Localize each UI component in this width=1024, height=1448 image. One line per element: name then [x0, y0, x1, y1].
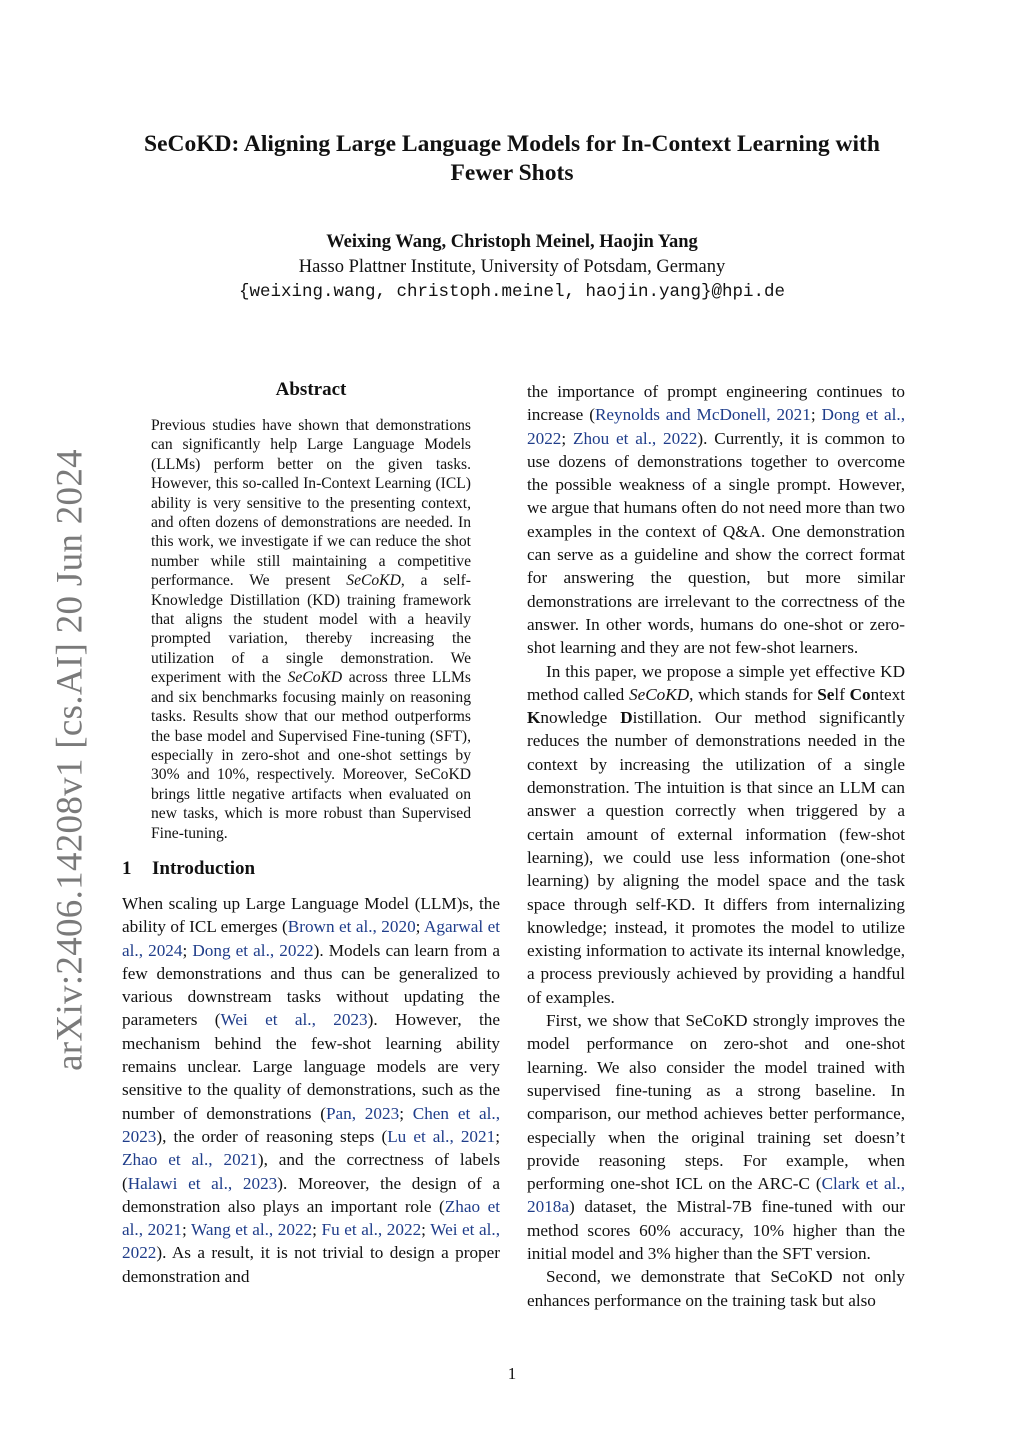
author-names: Weixing Wang, Christoph Meinel, Haojin Yang [326, 232, 698, 252]
text-run: In this paper, we propose a simple yet effective KD method called [527, 661, 905, 704]
text-run: ). As a result, it is not trivial to design a proper demonstration and [122, 1243, 500, 1286]
citation-link[interactable]: Zhou et al., 2022 [572, 428, 698, 448]
abstract-method-name-2: SeCoKD [287, 669, 343, 687]
text-run: ). Moreover, the design of a demonstration also plays an important role ( [122, 1173, 500, 1216]
text-run: ; [561, 428, 573, 448]
citation-link[interactable]: Lu et al., 2021 [387, 1126, 496, 1146]
citation-link[interactable]: Dong et al., 2022 [527, 405, 905, 448]
right-column [527, 380, 905, 1312]
text-run: nowledge [540, 708, 621, 728]
text-run: ; [421, 1220, 431, 1240]
intro-paragraph-1 [122, 892, 500, 1288]
acronym-letter: D [620, 708, 633, 728]
text-run: When scaling up Large Language Model (LLM)s, the ability of ICL emerges ( [122, 893, 500, 937]
section-number: 1 [122, 857, 132, 879]
intro-paragraph-3 [527, 1009, 905, 1265]
intro-left-text [122, 892, 500, 1288]
acronym-letter: K [527, 708, 541, 728]
citation-link[interactable]: Zhao et al., 2021 [122, 1150, 258, 1170]
author-affiliation: Hasso Plattner Institute, University of Potsdam, Germany [298, 257, 726, 277]
citation-link[interactable]: Wei et al., 2023 [220, 1010, 368, 1030]
text-run: ). Currently, it is common to use dozens of demonstrations together to overcome the possible weakness of a single prompt. However, we argue that humans often do not need more than two examples in the context of Q&A. One demonstration can serve as a guideline and show the correct format for answering the question, but more similar demonstrations are irrelevant to the correctness of the answer. In other words, humans do one-shot or zero-shot learning and they are not few-shot learners. [527, 428, 905, 658]
section-title-text: Introduction [152, 857, 256, 879]
citation-link[interactable]: Zhao et al., 2021 [122, 1196, 500, 1240]
citation-link[interactable]: Clark et al., 2018a [527, 1174, 906, 1217]
text-run: ; [399, 1103, 413, 1123]
text-run: ; [810, 405, 822, 425]
citation-link[interactable]: Chen et al., 2023 [122, 1103, 501, 1146]
text-run: the importance of prompt engineering continues to increase ( [527, 382, 905, 425]
section-heading-introduction [122, 857, 500, 881]
text-run: ; [182, 940, 193, 960]
intro-paragraph-1-continued [527, 380, 905, 660]
text-run: First, we show that SeCoKD strongly improves the model performance on zero-shot and one-shot learning. We also consider the model trained with supervised fine-tuning as a strong baseline. In comparison, our method achieves better performance, especially when the original training set doesn’t provide reasoning steps. For example, when performing one-shot ICL on the ARC-C ( [527, 1011, 905, 1194]
text-run: lf [834, 684, 850, 704]
text-run: Second, we demonstrate that SeCoKD not only enhances performance on the training task but also [527, 1267, 905, 1310]
citation-link[interactable]: Dong et al., 2022 [192, 940, 314, 960]
text-run: istillation. Our method significantly reduces the number of demonstrations needed in the context by increasing the utilization of a single demonstration. The intuition is that since an LLM can answer a question correctly when triggered by a certain amount of external information (few-shot learning), we could use less information (one-shot learning) by aligning the model space and the task space through self-KD. It differs from internalizing knowledge; instead, it promotes the model to utilize existing information to activate its internal knowledge, a process previously achieved by providing a handful of examples. [527, 708, 905, 1007]
citation-link[interactable]: Halawi et al., 2023 [127, 1173, 278, 1193]
author-email: {weixing.wang, christoph.meinel, haojin.yang}@hpi.de [238, 282, 786, 302]
abstract-heading: Abstract [275, 379, 347, 400]
intro-paragraph-4 [527, 1265, 905, 1312]
paper-title: SeCoKD: Aligning Large Language Models for In-Context Learning with Fewer Shots [144, 131, 880, 186]
arxiv-identifier-text: arXiv:2406.14208v1 [cs.AI] 20 Jun 2024 [49, 449, 91, 1071]
left-column [122, 378, 500, 1288]
author-block [112, 230, 912, 305]
method-name: SeCoKD [628, 684, 690, 704]
citation-link[interactable]: Fu et al., 2022 [321, 1220, 422, 1240]
acronym-letter: Co [849, 684, 871, 704]
text-run: ). However, the mechanism behind the few-shot learning ability remains unclear. Large language models are very sensitive to the quality of demonstrations, such as the number of demonstrations ( [122, 1010, 500, 1123]
acronym-letter: Se [817, 684, 835, 704]
citation-link[interactable]: Brown et al., 2020 [287, 917, 416, 937]
citation-link[interactable]: Pan, 2023 [325, 1103, 400, 1123]
text-run: ; [312, 1220, 322, 1240]
citation-link[interactable]: Wei et al., 2022 [122, 1220, 501, 1263]
abstract-method-name-1: SeCoKD [346, 572, 401, 590]
citation-link[interactable]: Reynolds and McDonell, 2021 [594, 405, 811, 425]
text-run: ) dataset, the Mistral-7B fine-tuned with our method scores 60% accuracy, 10% higher than the initial model and 3% higher than the SFT version. [527, 1197, 905, 1263]
text-run: ; [415, 917, 424, 937]
abstract-text-2: , a self-Knowledge Distillation (KD) training framework that aligns the student model with a heavily prompted variation, thereby increasing the utilization of a single demonstration. We experiment with the [151, 572, 471, 687]
abstract-text-3: across three LLMs and six benchmarks focusing mainly on reasoning tasks. Results show that our method outperforms the base model and Supervised Fine-tuning (SFT), especially in zero-shot and one-shot settings by 30% and 10%, respectively. Moreover, SeCoKD brings little negative artifacts when evaluated on new tasks, which is more robust than Supervised Fine-tuning. [151, 669, 471, 842]
text-run: , which stands for [689, 684, 818, 704]
citation-link[interactable]: Agarwal et al., 2024 [122, 917, 500, 960]
text-run: ). Models can learn from a few demonstrations and thus can be generalized to various downstream tasks without updating the parameters ( [122, 940, 500, 1030]
text-run: ; [181, 1220, 191, 1240]
intro-paragraph-2 [527, 660, 905, 1009]
text-run: ), the order of reasoning steps ( [156, 1126, 388, 1146]
text-run: ), and the correctness of labels ( [122, 1150, 501, 1193]
abstract-body [151, 416, 471, 843]
citation-link[interactable]: Wang et al., 2022 [191, 1220, 313, 1240]
text-run: ; [495, 1126, 500, 1146]
page-number: 1 [507, 1364, 517, 1383]
abstract-text-1: Previous studies have shown that demonstrations can significantly help Large Language Models (LLMs) perform better on the given tasks. However, this so-called In-Context Learning (ICL) ability is very sensitive to the presenting context, and often dozens of demonstrations are needed. In this work, we investigate if we can reduce the shot number while still maintaining a competitive performance. We present [151, 417, 471, 590]
text-run: ntext [870, 684, 906, 704]
